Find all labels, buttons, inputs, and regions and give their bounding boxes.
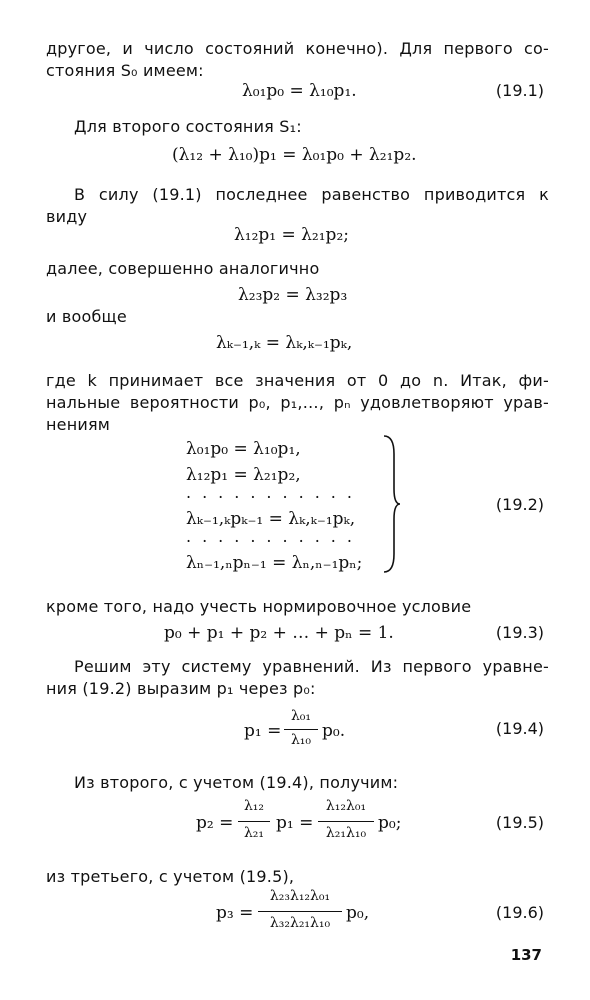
page-number: 137 [510, 946, 542, 964]
equation-number: (19.1) [495, 81, 544, 100]
system-ellipsis-row: ........... [186, 486, 363, 500]
text-line: далее, совершенно аналогично [46, 259, 320, 278]
text-line: где k принимает все значения от 0 до n. Итак, фи- [46, 371, 549, 390]
fraction-numerator: λ₁₂ [243, 798, 265, 814]
text-line: другое, и число состояний конечно). Для первого со- [46, 39, 549, 58]
fraction-bar [284, 729, 318, 730]
equation: λₖ₋₁,ₖ = λₖ,ₖ₋₁pₖ, [216, 333, 353, 353]
equation-number: (19.4) [495, 719, 544, 738]
equation-number: (19.6) [495, 903, 544, 922]
text-line: стояния S₀ имеем: [46, 61, 204, 80]
equation-rhs: p₀. [322, 721, 346, 741]
fraction-numerator: λ₀₁ [290, 708, 312, 724]
text-line: виду [46, 207, 88, 226]
text-line: В силу (19.1) последнее равенство приводится к [74, 185, 549, 204]
equation-lhs: p₁ = [244, 721, 282, 741]
fraction-numerator: λ₁₂λ₀₁ [325, 798, 367, 814]
text-line: нениям [46, 415, 111, 434]
equation-rhs: p₀; [378, 813, 402, 833]
equation-number: (19.5) [495, 813, 544, 832]
system-equation: λ₀₁p₀ = λ₁₀p₁, [186, 439, 301, 459]
equation-number: (19.2) [495, 495, 544, 514]
equation-middle: p₁ = [276, 813, 314, 833]
equation-lhs: p₃ = [216, 903, 254, 923]
text-line: Из второго, с учетом (19.4), получим: [74, 773, 399, 792]
equation-state-s1: (λ₁₂ + λ₁₀)p₁ = λ₀₁p₀ + λ₂₁p₂. [172, 145, 417, 165]
text-line: кроме того, надо учесть нормировочное условие [46, 597, 472, 616]
equation-number: (19.3) [495, 623, 544, 642]
system-equation: λ₁₂p₁ = λ₂₁p₂, [186, 465, 301, 485]
fraction-denominator: λ₂₁ [243, 825, 265, 841]
text-line: ния (19.2) выразим p₁ через p₀: [46, 679, 316, 698]
fraction-denominator: λ₂₁λ₁₀ [325, 825, 367, 841]
text-line: из третьего, с учетом (19.5), [46, 867, 295, 886]
fraction-denominator: λ₁₀ [290, 732, 312, 748]
equation-19-3: p₀ + p₁ + p₂ + … + pₙ = 1. [164, 623, 394, 643]
fraction-bar [318, 821, 374, 822]
system-equation: λₙ₋₁,ₙpₙ₋₁ = λₙ,ₙ₋₁pₙ; [186, 553, 363, 573]
equation: λ₂₃p₂ = λ₃₂p₃ [238, 285, 348, 305]
fraction-bar [238, 821, 270, 822]
text-line: Для второго состояния S₁: [74, 117, 302, 136]
equation: λ₁₂p₁ = λ₂₁p₂; [234, 225, 349, 245]
system-equation: λₖ₋₁,ₖpₖ₋₁ = λₖ,ₖ₋₁pₖ, [186, 509, 356, 529]
equation-19-1: λ₀₁p₀ = λ₁₀p₁. [242, 81, 357, 101]
fraction-bar [258, 911, 342, 912]
fraction-numerator: λ₂₃λ₁₂λ₀₁ [269, 888, 331, 904]
text-line: и вообще [46, 307, 127, 326]
equation-rhs: p₀, [346, 903, 370, 923]
equation-lhs: p₂ = [196, 813, 234, 833]
system-ellipsis-row: ........... [186, 530, 363, 544]
fraction-denominator: λ₃₂λ₂₁λ₁₀ [269, 915, 331, 931]
text-line: Решим эту систему уравнений. Из первого уравне- [74, 657, 549, 676]
right-brace [380, 434, 404, 574]
text-line: нальные вероятности p₀, p₁,…, pₙ удовлетворяют урав- [46, 393, 549, 412]
